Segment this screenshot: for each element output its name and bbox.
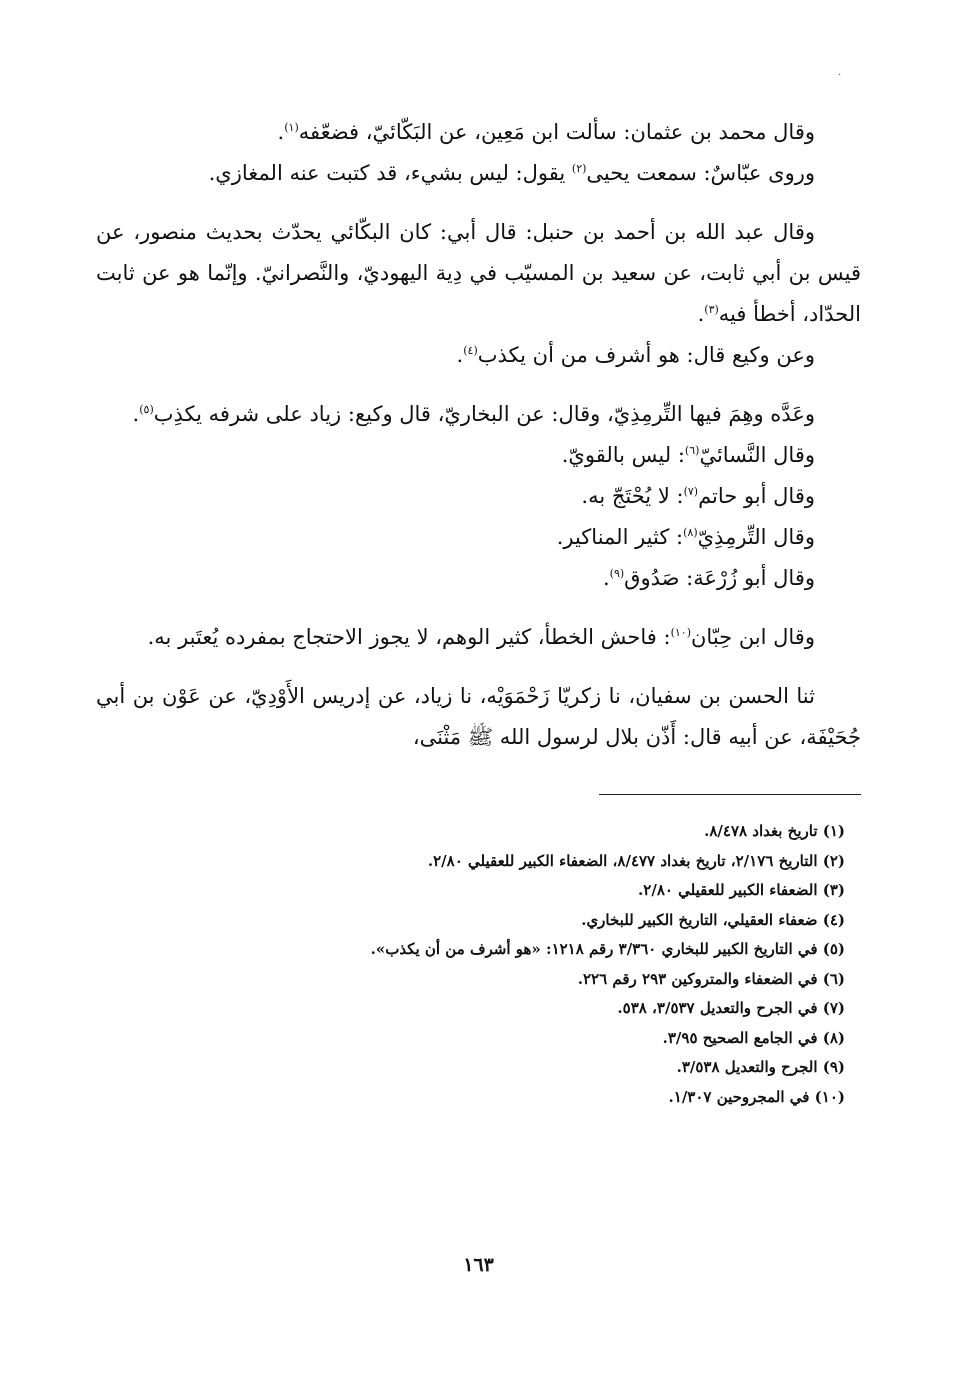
footnote-item: (٩) الجرح والتعديل ٣/٥٣٨. [676,1058,845,1076]
footnotes [96,817,861,1112]
paragraph-text: وعن وكيع قال: هو أشرف من أن يكذب [477,343,815,367]
paragraph-text-tail: . [697,302,705,326]
paragraph [96,676,861,758]
footnote-item: (٤) ضعفاء العقيلي، التاريخ الكبير للبخاري. [581,910,845,929]
paragraph-text: وقال أبو حاتم [698,484,815,508]
footnote-item: (٣) الضعفاء الكبير للعقيلي ٢/٨٠. [638,881,845,899]
scan-speck: · [838,70,842,81]
paragraph-text: وقال أبو زُرْعَة: صَدُوق [624,566,815,590]
footnote-ref: (٦) [684,444,700,457]
footnote-ref: (٤) [463,344,478,357]
paragraph-text: وقال ابن حِبّان [691,625,815,649]
paragraph [96,112,861,153]
paragraph-text: وقال النَّسائيّ [699,443,815,467]
paragraph [96,335,861,376]
footnote-ref: (١) [284,121,299,134]
footnote-item: (١٠) في المجروحين ١/٣٠٧. [668,1087,845,1106]
paragraph [96,153,861,194]
paragraph-text: ثنا الحسن بن سفيان، نا زكريّا زَحْمَوَيْه، نا زياد، عن إدريس الأَوْدِيّ، عن عَوْن بن أبي جُحَيْفَة، عن أبيه قال: أَذّن بلال لرسول الله ﷺ مَثْنَى، [96,684,861,749]
paragraph [96,394,861,435]
footnote-ref: (٩) [609,567,625,580]
footnote-ref: (٧) [683,485,699,498]
footnote-item: (٨) في الجامع الصحيح ٣/٩٥. [662,1028,845,1047]
footnote-ref: (٣) [704,303,719,316]
paragraph-text-tail: : ليس بالقويّ. [561,443,685,467]
paragraph [96,212,861,335]
footnote-ref: (٢) [571,162,587,175]
paragraph [96,517,861,558]
main-text [96,112,861,758]
footnote-divider [599,794,861,795]
footnote-ref: (٨) [683,526,698,539]
paragraph-text-tail: : كثير المناكير. [556,525,684,549]
paragraph-text-tail: . [602,566,610,590]
paragraph-text-tail: . [456,343,464,367]
paragraph-text: وعَدَّه وهِمَ فيها التِّرمِذِيّ، وقال: عن البخاريّ، قال وكيع: زياد على شرفه يكذِب [153,402,815,426]
footnote-ref: (٥) [139,403,154,416]
paragraph-text-tail: . [277,120,285,144]
paragraph-text: وقال محمد بن عثمان: سألت ابن مَعِين، عن البَكّائيّ، فضعّفه [298,120,815,144]
footnote-item: (٧) في الجرح والتعديل ٣/٥٣٧، ٥٣٨. [617,999,845,1017]
paragraph-text-tail: يقول: ليس بشيء، قد كتبت عنه المغازي. [208,161,572,185]
paragraph-text: وروى عبّاسٌ: سمعت يحيى [586,161,815,185]
footnote-item: (١) تاريخ بغداد ٨/٤٧٨. [704,822,845,840]
footnote-ref: (١٠) [670,626,691,639]
paragraph-text-tail: . [132,402,140,426]
footnote-item: (٦) في الضعفاء والمتروكين ٢٩٣ رقم ٢٢٦. [577,969,845,988]
paragraph [96,476,861,517]
footnote-item: (٥) في التاريخ الكبير للبخاري ٣/٣٦٠ رقم ١٢١٨: «هو أشرف من أن يكذب». [370,940,845,958]
paragraph-text-tail: : فاحش الخطأ، كثير الوهم، لا يجوز الاحتجاج بمفرده يُعتَبر به. [147,625,671,649]
page-number: ١٦٣ [463,1254,494,1276]
footnote-item: (٢) التاريخ ٢/١٧٦، تاريخ بغداد ٨/٤٧٧، الضعفاء الكبير للعقيلي ٢/٨٠. [427,851,845,870]
paragraph [96,617,861,658]
paragraph [96,435,861,476]
paragraph-text-tail: : لا يُحْتَجّ به. [581,484,684,508]
paragraph [96,558,861,599]
paragraph-text: وقال عبد الله بن أحمد بن حنبل: قال أبي: كان البكّائي يحدّث بحديث منصور، عن قيس بن أبي ثابت، عن سعيد بن المسيّب في دِية اليهوديّ، والنَّصرانيّ. وإنّما هو عن ثابت الحدّاد، أخطأ فيه [96,220,861,326]
paragraph-text: وقال التِّرمِذِيّ [697,525,815,549]
